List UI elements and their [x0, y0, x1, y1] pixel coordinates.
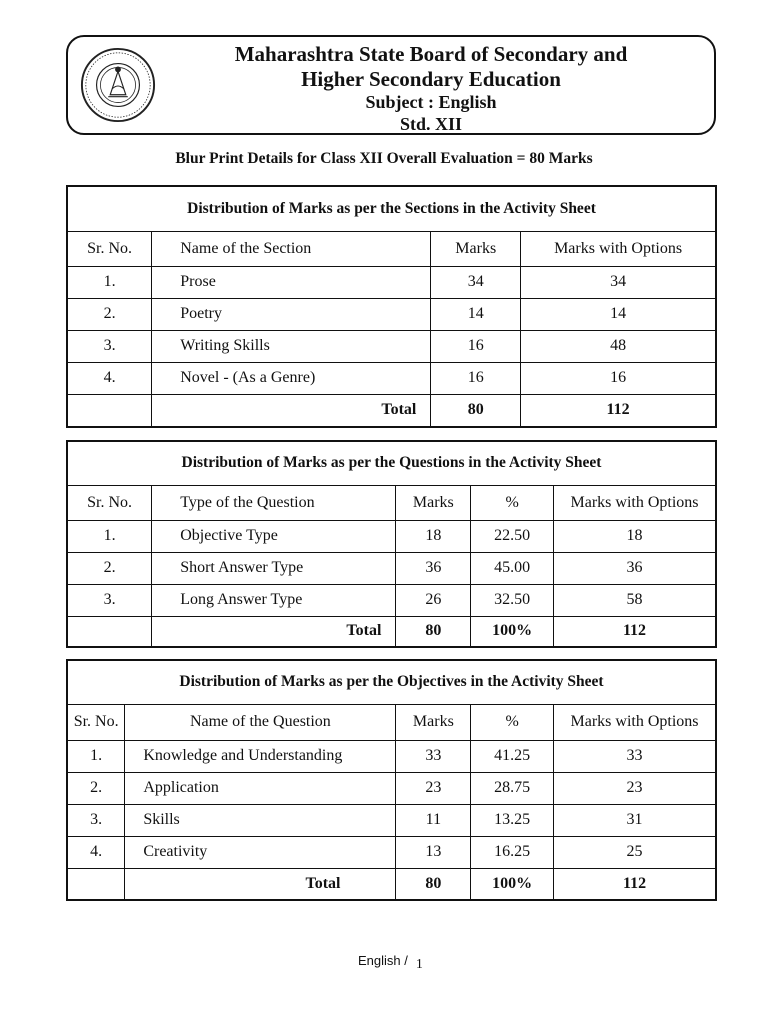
table-row [67, 584, 716, 616]
table-row [67, 804, 716, 836]
percent-cell: 45.00 [471, 552, 554, 584]
total-label: Total [125, 868, 396, 900]
sr-no-cell: 1. [67, 520, 152, 552]
questions-table [66, 440, 717, 648]
page-footer [358, 953, 423, 970]
sr-no-cell: 3. [67, 804, 125, 836]
percent-cell: 13.25 [471, 804, 554, 836]
marks-options-cell: 14 [521, 298, 716, 330]
blueprint-title: Blur Print Details for Class XII Overall Evaluation = 80 Marks [175, 150, 593, 167]
objective-name-cell: Application [125, 772, 396, 804]
table-row [67, 362, 716, 394]
subject-label: Subject : English [365, 92, 497, 112]
std-label: Std. XII [399, 114, 463, 134]
sr-no-cell: 2. [67, 552, 152, 584]
column-header: % [471, 704, 554, 740]
empty-cell [67, 868, 125, 900]
sr-no-cell: 4. [67, 362, 152, 394]
percent-cell: 28.75 [471, 772, 554, 804]
marks-cell: 16 [431, 330, 521, 362]
sections-table [66, 185, 717, 428]
total-marks-options: 112 [554, 868, 716, 900]
marks-options-cell: 33 [554, 740, 716, 772]
section-name-cell: Prose [152, 266, 431, 298]
percent-cell: 22.50 [471, 520, 554, 552]
objective-name-cell: Knowledge and Understanding [125, 740, 396, 772]
column-header: Marks with Options [554, 485, 716, 520]
question-type-cell: Objective Type [152, 520, 396, 552]
total-marks-options: 112 [521, 394, 716, 427]
column-header: Sr. No. [67, 231, 152, 266]
column-header: Marks [396, 704, 471, 740]
empty-cell [67, 394, 152, 427]
column-header: Sr. No. [67, 704, 125, 740]
total-marks: 80 [431, 394, 521, 427]
marks-cell: 14 [431, 298, 521, 330]
column-header: Marks with Options [521, 231, 716, 266]
marks-cell: 26 [396, 584, 471, 616]
footer-label: English / [358, 953, 408, 968]
objective-name-cell: Creativity [125, 836, 396, 868]
percent-cell: 41.25 [471, 740, 554, 772]
total-row [67, 868, 716, 900]
section-name-cell: Writing Skills [152, 330, 431, 362]
total-row [67, 616, 716, 647]
section-name-cell: Poetry [152, 298, 431, 330]
total-row [67, 394, 716, 427]
objectives-table [66, 659, 717, 901]
table-row [67, 772, 716, 804]
sr-no-cell: 1. [67, 266, 152, 298]
table-caption: Distribution of Marks as per the Sections in the Activity Sheet [67, 186, 716, 231]
column-header: Name of the Section [152, 231, 431, 266]
objective-name-cell: Skills [125, 804, 396, 836]
marks-options-cell: 23 [554, 772, 716, 804]
marks-cell: 33 [396, 740, 471, 772]
column-header: Sr. No. [67, 485, 152, 520]
sr-no-cell: 3. [67, 584, 152, 616]
column-header: % [471, 485, 554, 520]
sr-no-cell: 3. [67, 330, 152, 362]
marks-cell: 18 [396, 520, 471, 552]
percent-cell: 16.25 [471, 836, 554, 868]
total-marks: 80 [396, 616, 471, 647]
table-row [67, 520, 716, 552]
sr-no-cell: 2. [67, 772, 125, 804]
table-row [67, 836, 716, 868]
empty-cell [67, 616, 152, 647]
table-row [67, 298, 716, 330]
column-header: Name of the Question [125, 704, 396, 740]
header-box [66, 35, 716, 135]
marks-cell: 13 [396, 836, 471, 868]
table-caption: Distribution of Marks as per the Questions in the Activity Sheet [67, 441, 716, 485]
sr-no-cell: 4. [67, 836, 125, 868]
section-name-cell: Novel - (As a Genre) [152, 362, 431, 394]
total-label: Total [152, 616, 396, 647]
marks-options-cell: 48 [521, 330, 716, 362]
question-type-cell: Long Answer Type [152, 584, 396, 616]
marks-options-cell: 18 [554, 520, 716, 552]
column-header: Marks with Options [554, 704, 716, 740]
question-type-cell: Short Answer Type [152, 552, 396, 584]
marks-options-cell: 16 [521, 362, 716, 394]
total-marks: 80 [396, 868, 471, 900]
marks-cell: 16 [431, 362, 521, 394]
column-header: Type of the Question [152, 485, 396, 520]
sr-no-cell: 2. [67, 298, 152, 330]
total-percent: 100% [471, 616, 554, 647]
table-caption: Distribution of Marks as per the Objectives in the Activity Sheet [67, 660, 716, 704]
board-name-line2: Higher Secondary Education [301, 67, 561, 91]
percent-cell: 32.50 [471, 584, 554, 616]
column-header: Marks [431, 231, 521, 266]
marks-cell: 23 [396, 772, 471, 804]
marks-cell: 34 [431, 266, 521, 298]
marks-cell: 11 [396, 804, 471, 836]
table-row [67, 740, 716, 772]
total-marks-options: 112 [554, 616, 716, 647]
table-row [67, 330, 716, 362]
marks-options-cell: 36 [554, 552, 716, 584]
board-name-line1: Maharashtra State Board of Secondary and [234, 42, 628, 66]
marks-options-cell: 31 [554, 804, 716, 836]
table-row [67, 552, 716, 584]
table-row [67, 266, 716, 298]
sr-no-cell: 1. [67, 740, 125, 772]
total-label: Total [152, 394, 431, 427]
marks-options-cell: 58 [554, 584, 716, 616]
marks-options-cell: 34 [521, 266, 716, 298]
total-percent: 100% [471, 868, 554, 900]
page-number: 1 [415, 957, 423, 972]
marks-cell: 36 [396, 552, 471, 584]
marks-options-cell: 25 [554, 836, 716, 868]
column-header: Marks [396, 485, 471, 520]
